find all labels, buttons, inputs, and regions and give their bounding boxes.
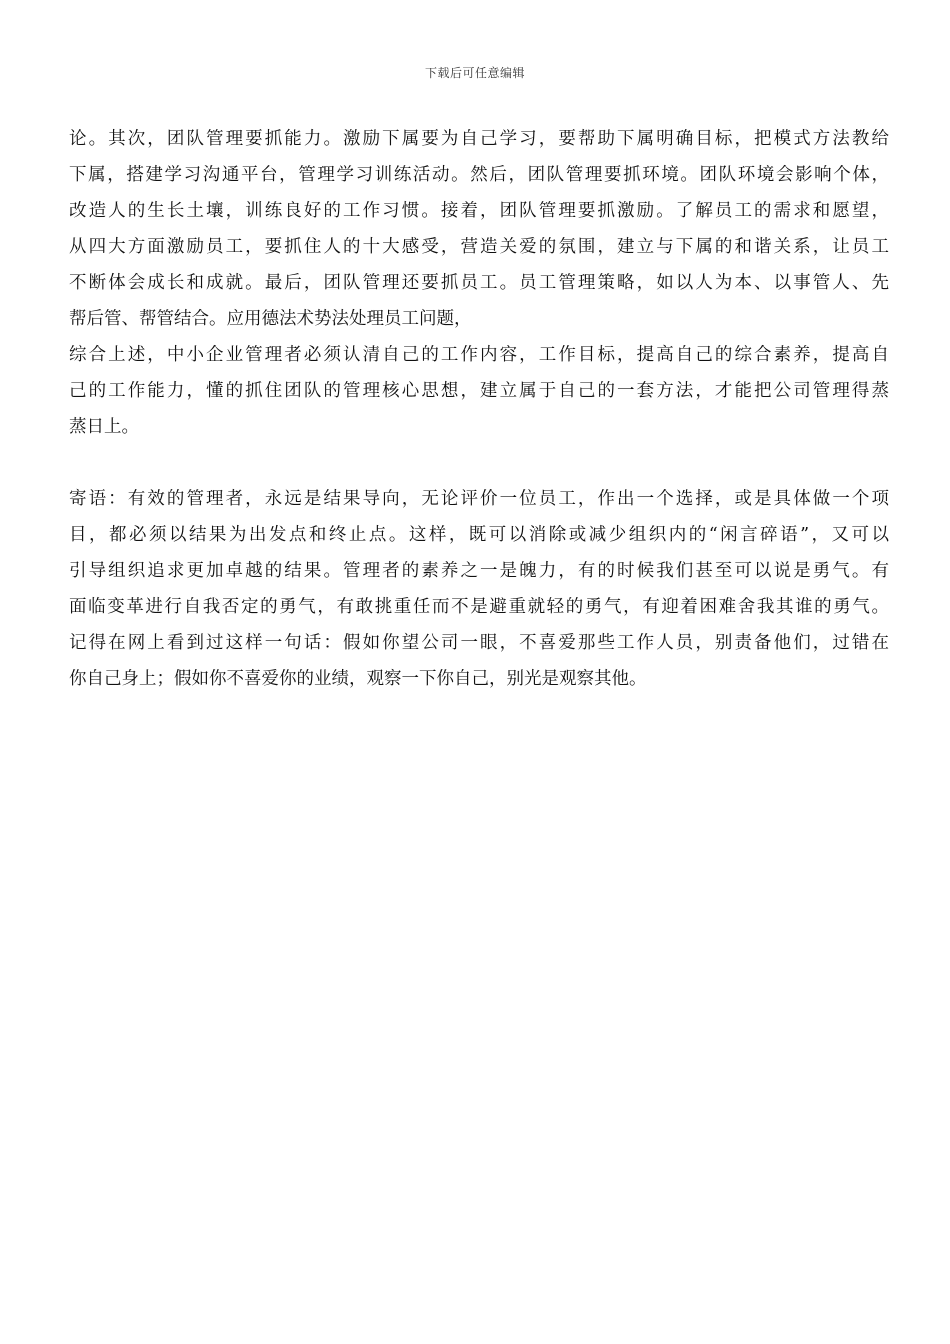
page-header: 下载后可任意编辑 (424, 66, 525, 80)
text-line: 目，都必须以结果为出发点和终止点。这样，既可以消除或减少组织内的“闲言碎语”，又可以 (69, 525, 889, 545)
text-line: 从四大方面激励员工，要抓住人的十大感受，营造关爱的氛围，建立与下属的和谐关系，让员工 (69, 237, 889, 257)
text-line: 论。其次，团队管理要抓能力。激励下属要为自己学习，要帮助下属明确目标，把模式方法教给 (69, 129, 889, 149)
paragraph-summary (69, 337, 889, 445)
text-line: 你自己身上；假如你不喜爱你的业绩，观察一下你自己，别光是观察其他。 (69, 669, 647, 689)
text-line: 下属，搭建学习沟通平台，管理学习训练活动。然后，团队管理要抓环境。团队环境会影响个体， (69, 165, 889, 185)
text-line: 综合上述，中小企业管理者必须认清自己的工作内容，工作目标，提高自己的综合素养，提高自 (69, 345, 889, 365)
document-body (69, 121, 889, 697)
paragraph-gap (69, 445, 889, 481)
text-line: 记得在网上看到过这样一句话：假如你望公司一眼，不喜爱那些工作人员，别责备他们，过错在 (69, 633, 889, 653)
paragraph-closing-words (69, 481, 889, 697)
text-line: 蒸日上。 (69, 417, 139, 437)
text-line: 改造人的生长土壤，训练良好的工作习惯。接着，团队管理要抓激励。了解员工的需求和愿望， (69, 201, 889, 221)
paragraph-team-management (69, 121, 889, 337)
text-line: 引导组织追求更加卓越的结果。管理者的素养之一是魄力，有的时候我们甚至可以说是勇气。有 (69, 561, 889, 581)
text-line: 面临变革进行自我否定的勇气，有敢挑重任而不是避重就轻的勇气，有迎着困难舍我其谁的勇气。 (69, 597, 889, 617)
text-line: 寄语：有效的管理者，永远是结果导向，无论评价一位员工，作出一个选择，或是具体做一个项 (69, 489, 889, 509)
text-line: 己的工作能力，懂的抓住团队的管理核心思想，建立属于自己的一套方法，才能把公司管理得蒸 (69, 381, 889, 401)
text-line: 不断体会成长和成就。最后，团队管理还要抓员工。员工管理策略，如以人为本、以事管人、先 (69, 273, 889, 293)
text-line: 帮后管、帮管结合。应用德法术势法处理员工问题， (69, 309, 472, 329)
